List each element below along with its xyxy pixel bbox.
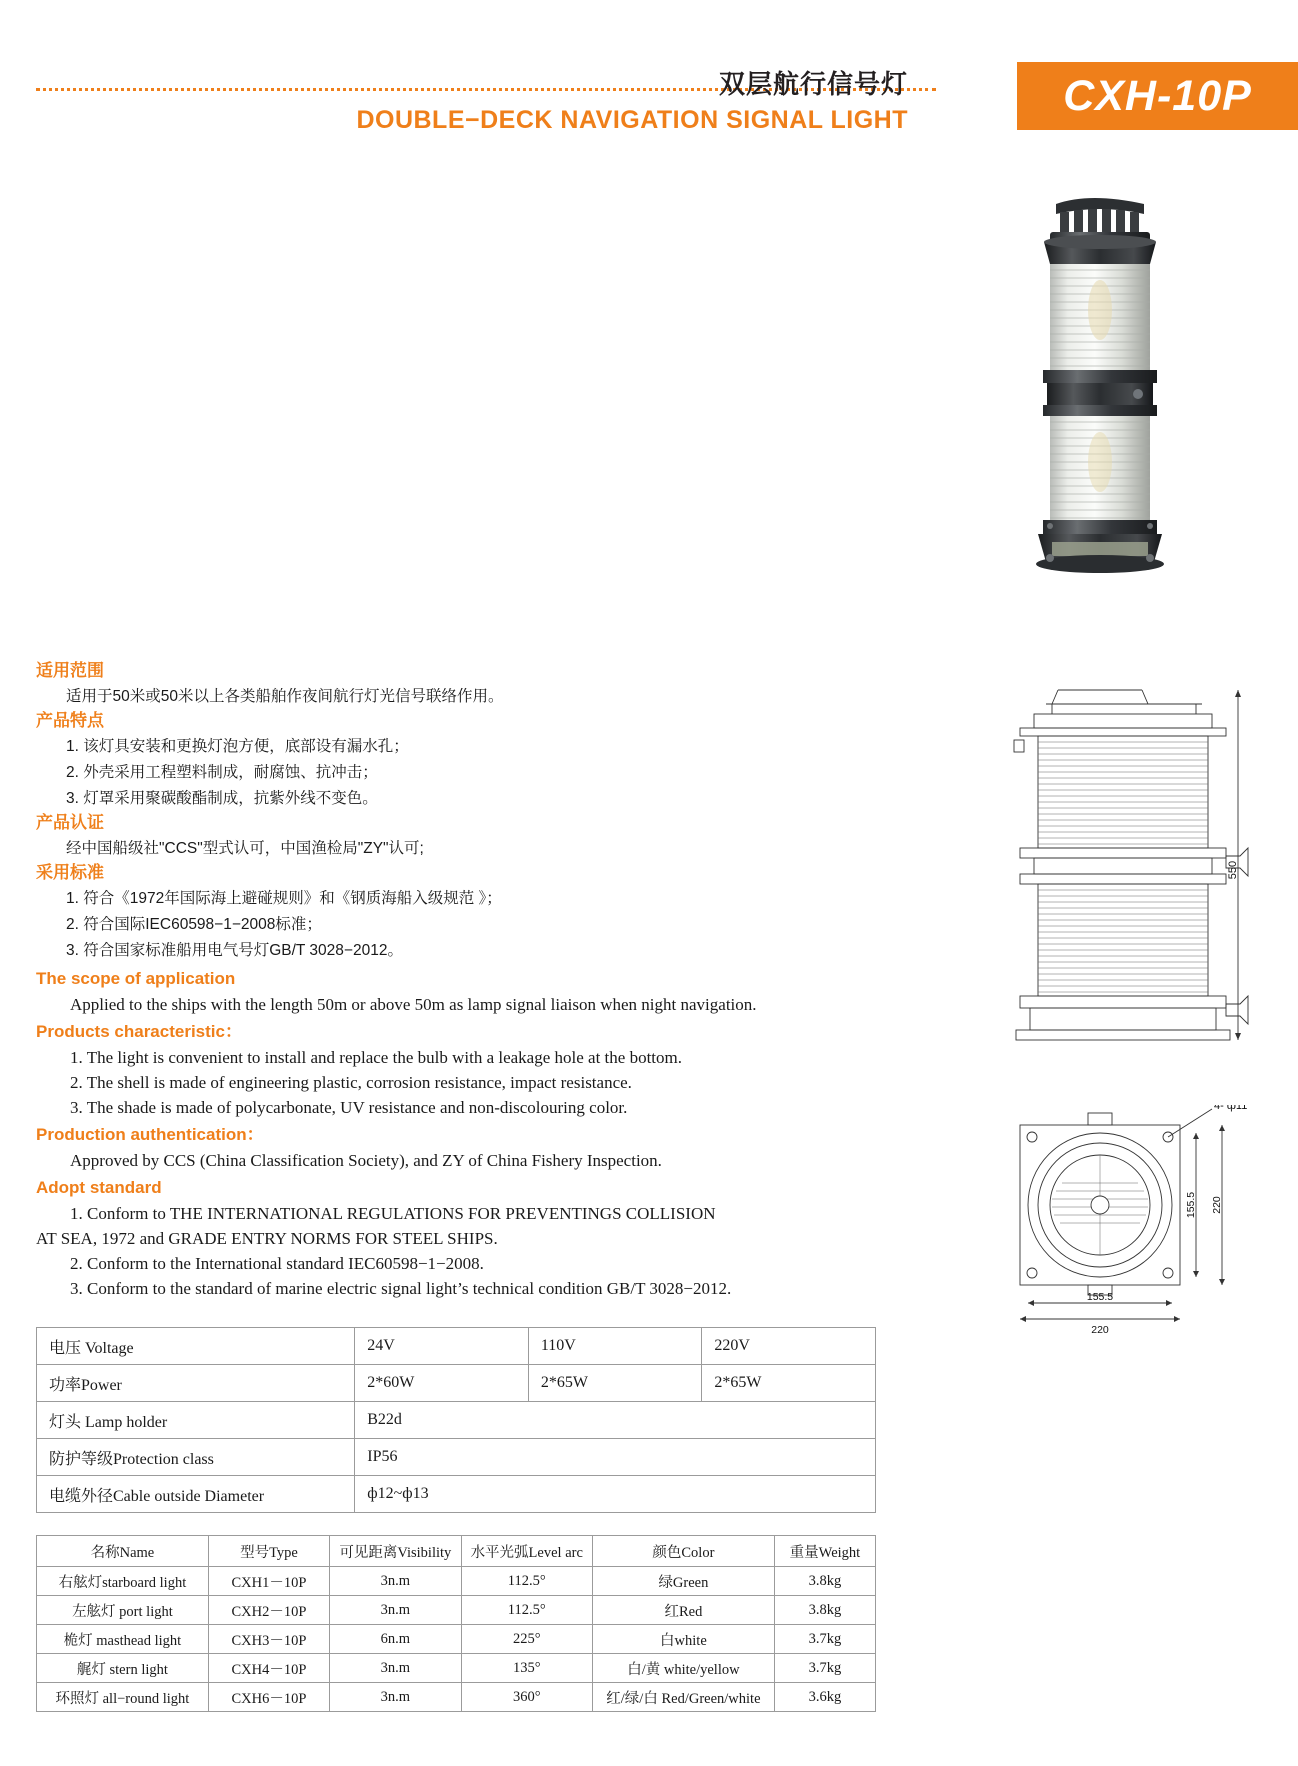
text-feature-en-2: 2. The shell is made of engineering plastic, corrosion resistance, impact resistance. xyxy=(70,1073,632,1092)
spec-label-protection-class: 防护等级Protection class xyxy=(37,1439,355,1476)
table-row xyxy=(37,1439,876,1476)
text-feature-cn-1: 1. 该灯具安装和更换灯泡方便，底部设有漏水孔； xyxy=(66,738,409,755)
spec-value-protection-class: IP56 xyxy=(355,1439,876,1476)
dimension-inner-height: 155.5 xyxy=(1185,1191,1197,1219)
spec-label-lamp-holder: 灯头 Lamp holder xyxy=(37,1402,355,1439)
cell-type: CXH3－10P xyxy=(208,1625,329,1654)
dimension-inner-width: 155.5 xyxy=(1086,1291,1114,1303)
col-header-type: 型号Type xyxy=(208,1536,329,1567)
cell-weight: 3.7kg xyxy=(774,1654,875,1683)
product-photo xyxy=(1010,190,1190,590)
dimension-outer-height: 220 xyxy=(1211,1196,1223,1214)
heading-cert-cn: 产品认证 xyxy=(36,813,104,832)
text-standard-en-2: 2. Conform to the International standard IEC60598−1−2008. xyxy=(70,1254,484,1273)
cell-level-arc: 135° xyxy=(461,1654,592,1683)
cell-type: CXH1－10P xyxy=(208,1567,329,1596)
col-header-visibility: 可见距离Visibility xyxy=(330,1536,461,1567)
cell-color: 绿Green xyxy=(592,1567,774,1596)
table-row xyxy=(37,1625,876,1654)
spec-value-voltage-24: 24V xyxy=(355,1328,529,1365)
spec-value-power-24: 2*60W xyxy=(355,1365,529,1402)
heading-features-en: Products characteristic： xyxy=(36,1022,242,1041)
spec-label-power: 功率Power xyxy=(37,1365,355,1402)
cell-name: 环照灯 all−round light xyxy=(37,1683,209,1712)
spec-value-lamp-holder: B22d xyxy=(355,1402,876,1439)
spec-value-power-220: 2*65W xyxy=(702,1365,876,1402)
specification-table xyxy=(36,1327,876,1513)
col-header-name: 名称Name xyxy=(37,1536,209,1567)
dimension-outer-width: 220 xyxy=(1091,1324,1109,1335)
model-badge: CXH-10P xyxy=(1017,62,1298,130)
header-title-en: DOUBLE−DECK NAVIGATION SIGNAL LIGHT xyxy=(356,106,908,134)
text-standard-cn-2: 2. 符合国际IEC60598−1−2008标准； xyxy=(66,916,322,933)
table-row xyxy=(37,1683,876,1712)
text-cert-cn: 经中国船级社"CCS"型式认可，中国渔检局"ZY"认可; xyxy=(66,840,424,857)
page-header xyxy=(0,0,1298,150)
technical-drawing-side-view xyxy=(1000,660,1250,1080)
cell-level-arc: 112.5° xyxy=(461,1596,592,1625)
text-standard-cn-1: 1. 符合《1972年国际海上避碰规则》和《钢质海船入级规范 》； xyxy=(66,890,502,907)
text-feature-cn-2: 2. 外壳采用工程塑料制成，耐腐蚀、抗冲击； xyxy=(66,764,378,781)
spec-value-voltage-110: 110V xyxy=(528,1328,702,1365)
cell-type: CXH6－10P xyxy=(208,1683,329,1712)
spec-value-voltage-220: 220V xyxy=(702,1328,876,1365)
table-row xyxy=(37,1328,876,1365)
spec-value-cable-diameter: ф12~ф13 xyxy=(355,1476,876,1513)
cell-type: CXH4－10P xyxy=(208,1654,329,1683)
heading-scope-cn: 适用范围 xyxy=(36,661,104,680)
col-header-color: 颜色Color xyxy=(592,1536,774,1567)
cell-level-arc: 112.5° xyxy=(461,1567,592,1596)
heading-cert-en: Production authentication： xyxy=(36,1125,264,1144)
text-standard-cn-3: 3. 符合国家标准船用电气号灯GB/T 3028−2012。 xyxy=(66,942,403,959)
spec-label-voltage: 电压 Voltage xyxy=(37,1328,355,1365)
table-header-row xyxy=(37,1536,876,1567)
text-scope-cn: 适用于50米或50米以上各类船舶作夜间航行灯光信号联络作用。 xyxy=(66,688,504,705)
content-body xyxy=(36,660,916,1301)
heading-scope-en: The scope of application xyxy=(36,969,236,988)
cell-name: 艉灯 stern light xyxy=(37,1654,209,1683)
cell-visibility: 3n.m xyxy=(330,1596,461,1625)
cell-name: 桅灯 masthead light xyxy=(37,1625,209,1654)
cell-weight: 3.8kg xyxy=(774,1567,875,1596)
text-feature-en-1: 1. The light is convenient to install and replace the bulb with a leakage hole at the bottom. xyxy=(70,1048,682,1067)
table-row xyxy=(37,1596,876,1625)
cell-type: CXH2－10P xyxy=(208,1596,329,1625)
text-scope-en: Applied to the ships with the length 50m or above 50m as lamp signal liaison when night navigation. xyxy=(70,995,757,1014)
model-table xyxy=(36,1535,876,1712)
text-standard-en-1b: AT SEA, 1972 and GRADE ENTRY NORMS FOR STEEL SHIPS. xyxy=(36,1229,498,1248)
cell-visibility: 3n.m xyxy=(330,1654,461,1683)
heading-features-cn: 产品特点 xyxy=(36,711,104,730)
dimension-hole-note: 4- ф11 xyxy=(1214,1105,1248,1112)
table-row xyxy=(37,1476,876,1513)
cell-weight: 3.6kg xyxy=(774,1683,875,1712)
table-row xyxy=(37,1654,876,1683)
spec-label-cable-diameter: 电缆外径Cable outside Diameter xyxy=(37,1476,355,1513)
cell-color: 白white xyxy=(592,1625,774,1654)
cell-level-arc: 360° xyxy=(461,1683,592,1712)
cell-color: 红/绿/白 Red/Green/white xyxy=(592,1683,774,1712)
cell-weight: 3.7kg xyxy=(774,1625,875,1654)
col-header-weight: 重量Weight xyxy=(774,1536,875,1567)
cell-level-arc: 225° xyxy=(461,1625,592,1654)
col-header-level-arc: 水平光弧Level arc xyxy=(461,1536,592,1567)
cell-visibility: 3n.m xyxy=(330,1683,461,1712)
heading-standard-en: Adopt standard xyxy=(36,1178,162,1197)
table-row xyxy=(37,1402,876,1439)
dimension-height: 550 xyxy=(1227,860,1239,880)
cell-name: 右舷灯starboard light xyxy=(37,1567,209,1596)
text-standard-en-3: 3. Conform to the standard of marine electric signal light’s technical condition GB/T 3028−2012. xyxy=(70,1279,732,1298)
text-standard-en-1a: 1. Conform to THE INTERNATIONAL REGULATIONS FOR PREVENTINGS COLLISION xyxy=(70,1204,716,1223)
cell-weight: 3.8kg xyxy=(774,1596,875,1625)
heading-standard-cn: 采用标准 xyxy=(36,863,104,882)
table-row xyxy=(37,1365,876,1402)
text-feature-en-3: 3. The shade is made of polycarbonate, UV resistance and non-discolouring color. xyxy=(70,1098,628,1117)
cell-color: 白/黄 white/yellow xyxy=(592,1654,774,1683)
text-cert-en: Approved by CCS (China Classification Society), and ZY of China Fishery Inspection. xyxy=(70,1151,662,1170)
cell-visibility: 3n.m xyxy=(330,1567,461,1596)
cell-visibility: 6n.m xyxy=(330,1625,461,1654)
spec-value-power-110: 2*65W xyxy=(528,1365,702,1402)
table-row xyxy=(37,1567,876,1596)
technical-drawing-top-view xyxy=(1000,1105,1250,1335)
header-title-cn: 双层航行信号灯 xyxy=(718,69,908,99)
cell-color: 红Red xyxy=(592,1596,774,1625)
cell-name: 左舷灯 port light xyxy=(37,1596,209,1625)
text-feature-cn-3: 3. 灯罩采用聚碳酸酯制成，抗紫外线不变色。 xyxy=(66,790,378,807)
